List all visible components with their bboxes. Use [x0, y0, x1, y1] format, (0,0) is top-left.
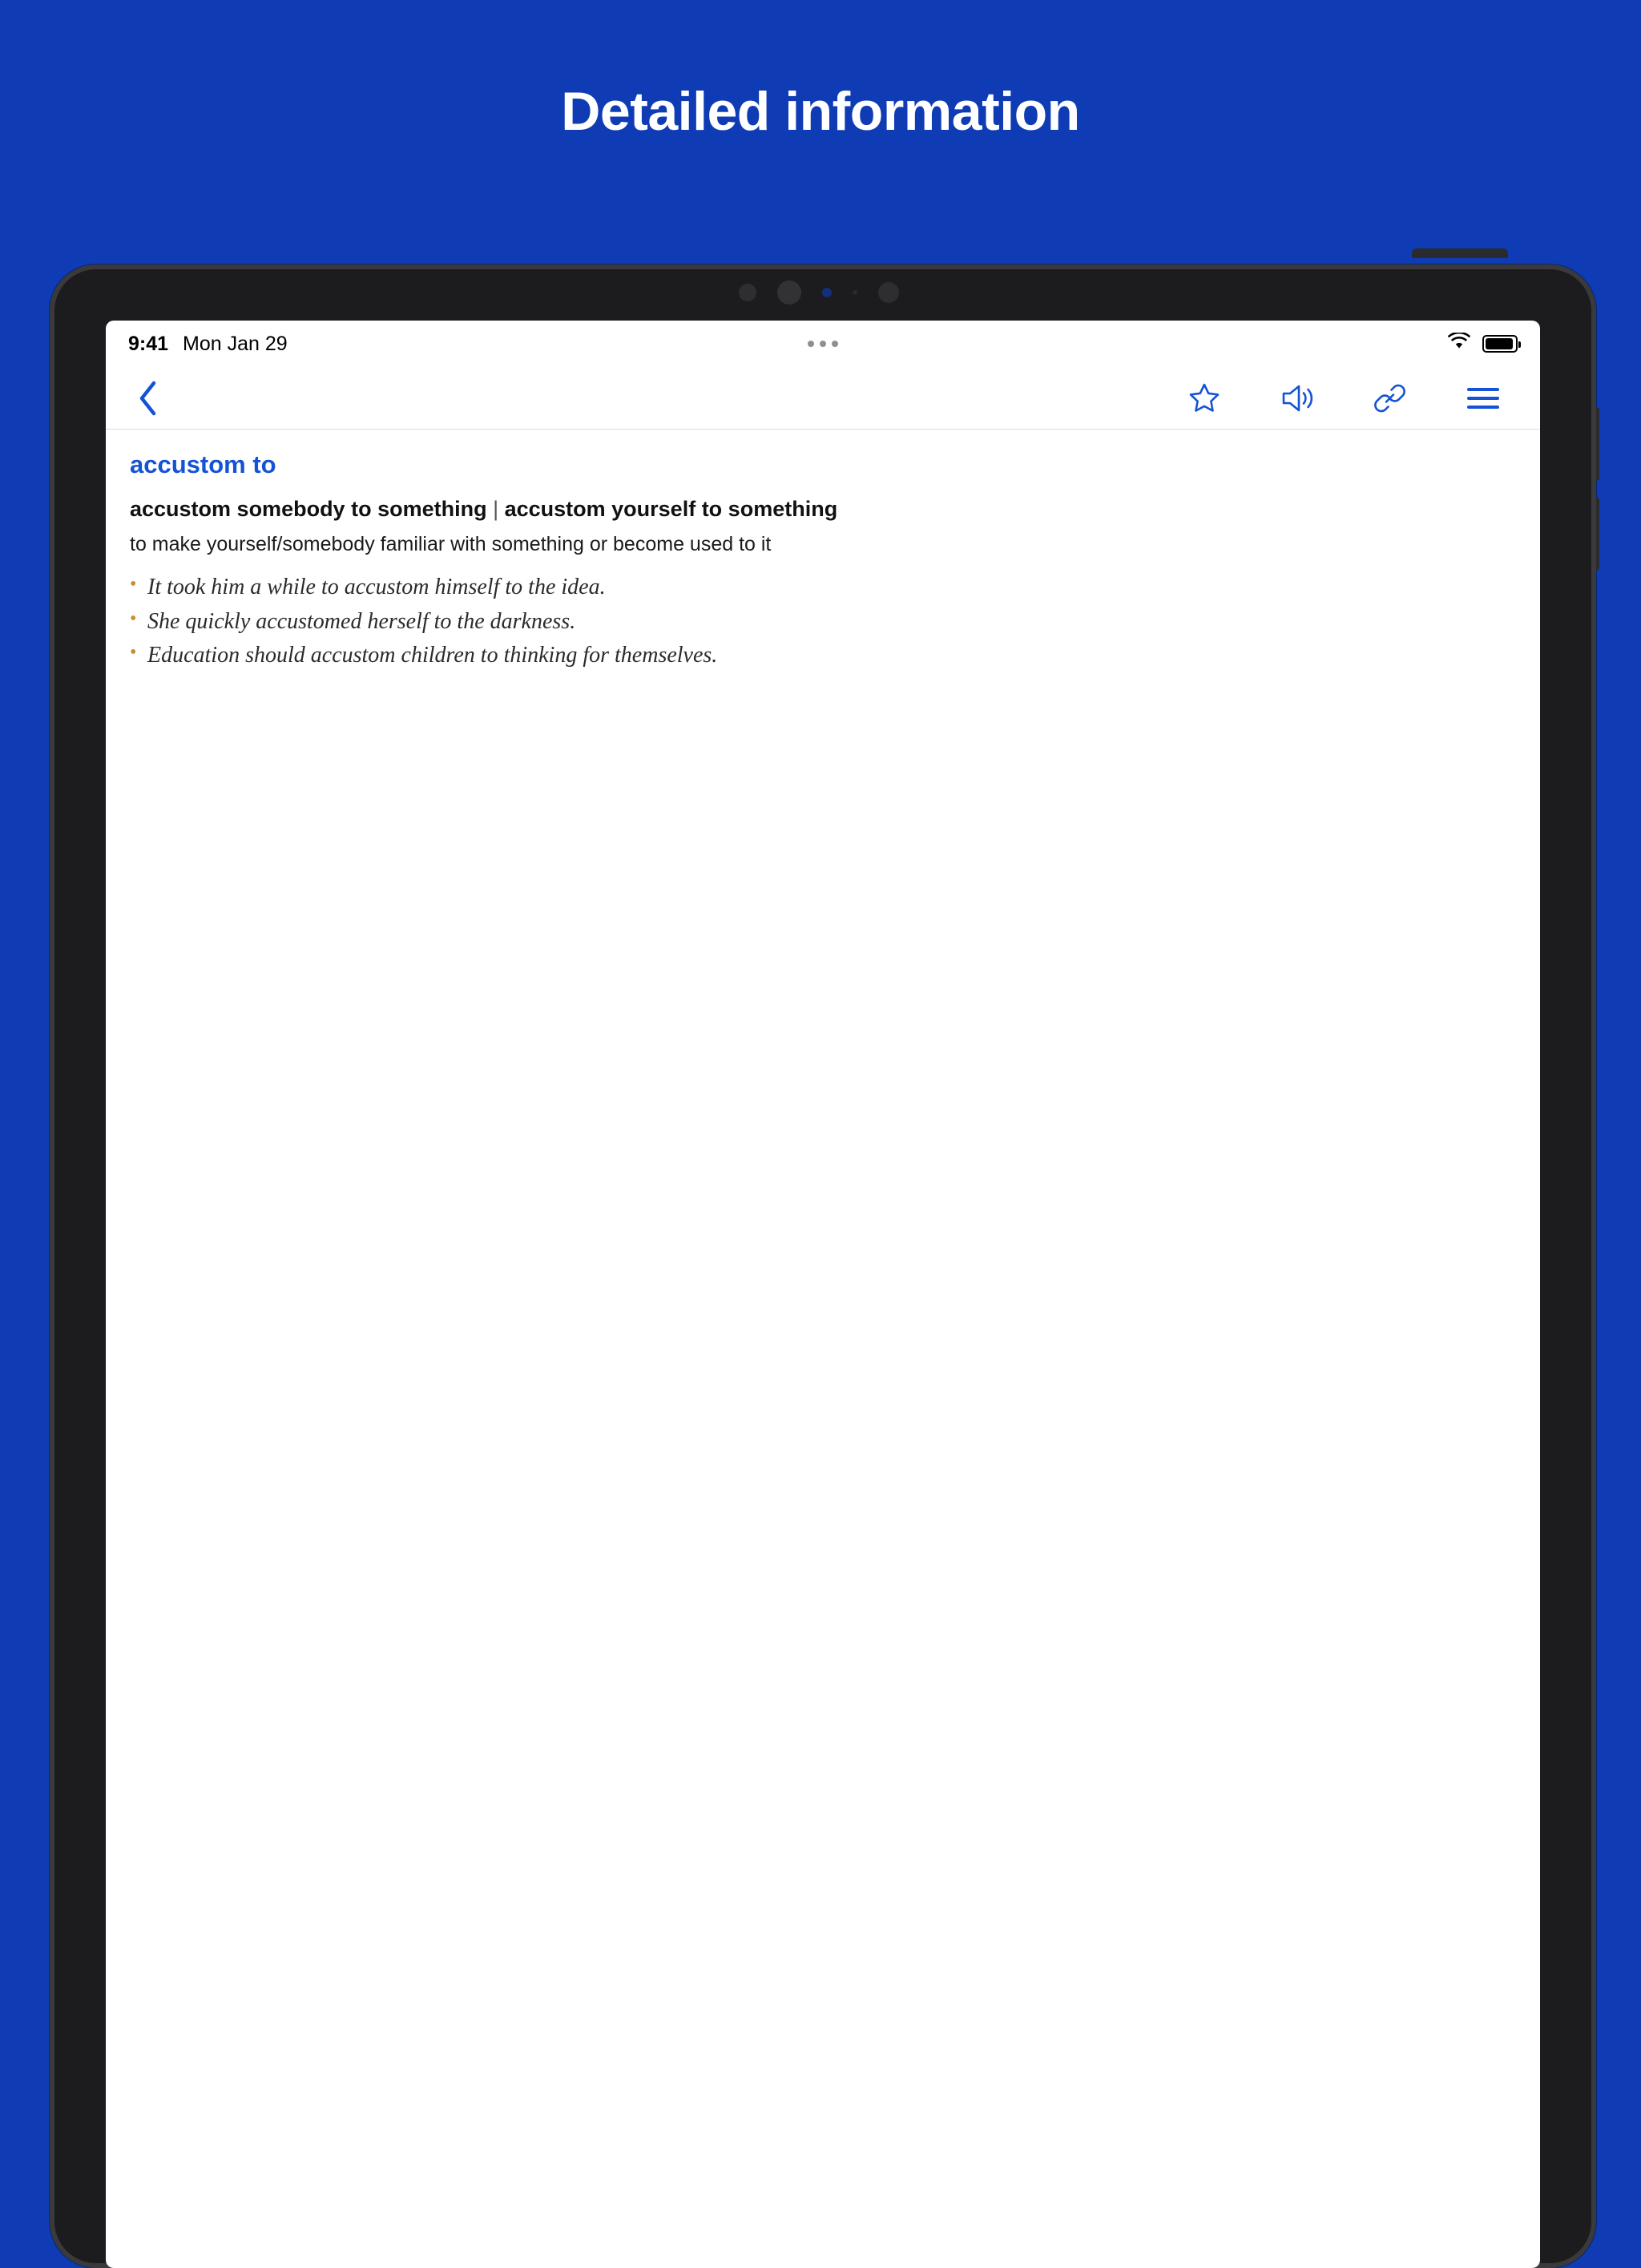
sensor-dot-icon: [739, 284, 756, 301]
app-toolbar: [106, 367, 1540, 430]
power-button[interactable]: [1412, 248, 1508, 258]
entry-examples: [130, 571, 1516, 673]
list-item: • Education should accustom children to thinking for themselves.: [130, 639, 1516, 673]
page-title: Detailed information: [561, 81, 1080, 142]
link-button[interactable]: [1369, 377, 1412, 420]
status-bar-left: [128, 333, 288, 356]
entry-definition: to make yourself/somebody familiar with something or become used to it: [130, 533, 772, 555]
status-date: Mon Jan 29: [183, 332, 288, 355]
status-bar-center: [106, 321, 1540, 367]
volume-down-button[interactable]: [1593, 497, 1599, 571]
front-camera-icon: [777, 280, 801, 305]
microphone-icon: [853, 290, 857, 295]
front-camera-sensor-cluster: [691, 276, 947, 309]
status-bar: [106, 321, 1540, 367]
status-time: 9:41: [128, 332, 169, 355]
wifi-icon: [1447, 333, 1471, 356]
pronounce-audio-button[interactable]: [1276, 377, 1319, 420]
dictionary-entry: [106, 430, 1540, 673]
entry-form-separator: |: [486, 497, 505, 521]
entry-form-secondary: accustom yourself to something: [504, 497, 838, 521]
menu-button[interactable]: [1462, 377, 1505, 420]
back-button[interactable]: [127, 377, 168, 419]
list-item: • She quickly accustomed herself to the darkness.: [130, 605, 1516, 640]
battery-icon: [1482, 335, 1518, 353]
multitasking-dots-icon[interactable]: [808, 341, 838, 347]
favorite-button[interactable]: [1183, 377, 1226, 420]
entry-forms: [130, 497, 1516, 522]
list-item: • It took him a while to accustom himself to the idea.: [130, 571, 1516, 605]
ambient-light-sensor-icon: [822, 288, 832, 297]
status-bar-right: [1447, 333, 1518, 356]
toolbar-actions: [1183, 377, 1519, 420]
entry-form-primary: accustom somebody to something: [130, 497, 487, 521]
device-screen: [106, 321, 1540, 2268]
volume-up-button[interactable]: [1593, 407, 1599, 481]
proximity-sensor-icon: [878, 282, 899, 303]
entry-headword: accustom to: [130, 450, 276, 478]
